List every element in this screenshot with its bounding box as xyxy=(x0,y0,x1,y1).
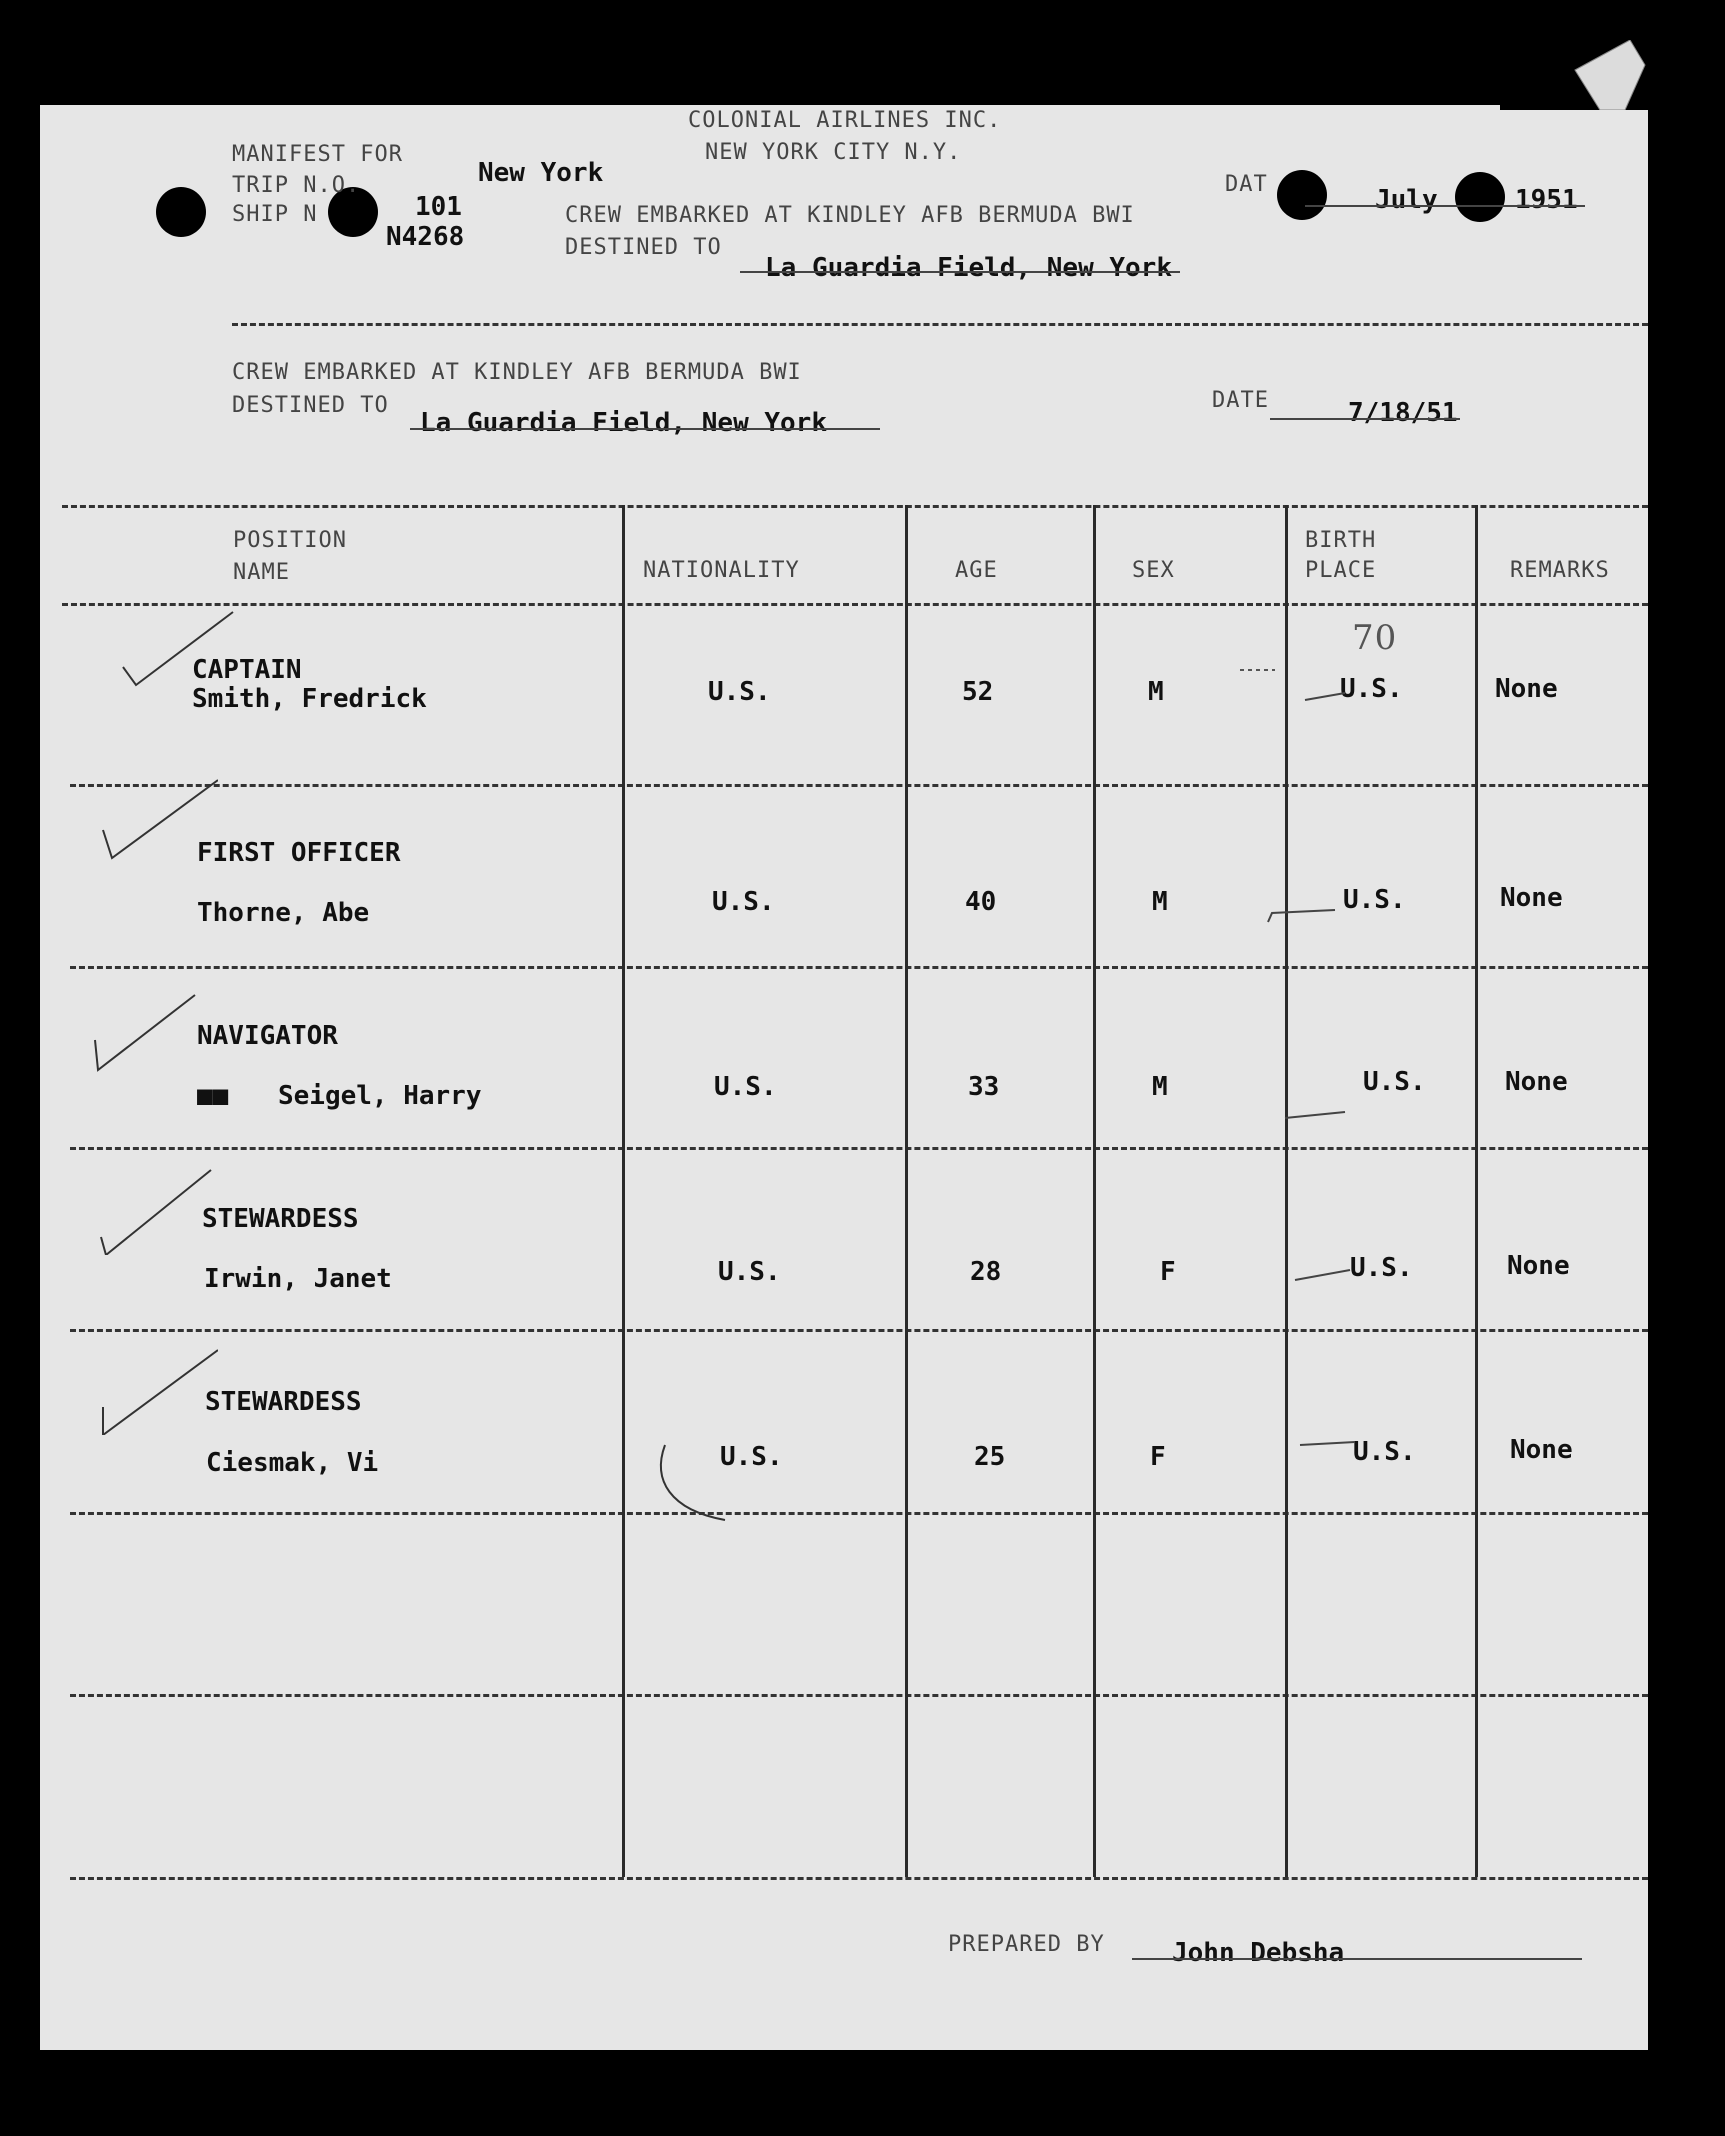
col-line-4 xyxy=(1285,505,1288,1877)
checkmark-row-4 xyxy=(96,1165,216,1255)
row-divider-4 xyxy=(70,1329,1648,1332)
header-sex: SEX xyxy=(1132,558,1175,583)
prepared-by-underline xyxy=(1132,1958,1582,1960)
col-line-3 xyxy=(1093,505,1096,1877)
header-nationality: NATIONALITY xyxy=(643,558,800,583)
row-4-nationality: U.S. xyxy=(718,1257,781,1287)
row-1-birthplace: U.S. xyxy=(1340,674,1403,704)
row-3-name: Seigel, Harry xyxy=(278,1081,482,1111)
header-divider xyxy=(232,323,1648,326)
row-5-nationality: U.S. xyxy=(720,1442,783,1472)
punch-hole-3 xyxy=(1277,170,1327,220)
col-line-1 xyxy=(622,505,625,1877)
row-2-nationality: U.S. xyxy=(712,887,775,917)
table-top-line xyxy=(62,505,1648,508)
row-5-remarks: None xyxy=(1510,1435,1573,1465)
row-1-position: CAPTAIN xyxy=(192,655,302,685)
date-underline xyxy=(1305,205,1585,207)
row-1-age: 52 xyxy=(962,677,994,707)
section2-embarked-label: CREW EMBARKED AT KINDLEY AFB BERMUDA BWI xyxy=(232,360,802,385)
manifest-for-value: New York xyxy=(478,158,604,188)
row-4-birthplace: U.S. xyxy=(1350,1253,1413,1283)
trip-no-label: TRIP N.O. xyxy=(232,173,361,198)
date-year: 1951 xyxy=(1515,185,1578,215)
row-1-sex: M xyxy=(1148,677,1164,707)
row-2-position: FIRST OFFICER xyxy=(197,838,401,868)
header-birth: BIRTH xyxy=(1305,528,1377,553)
destined-underline xyxy=(740,271,1180,273)
row-3-strikeout: ■■ xyxy=(197,1081,229,1111)
row-1-remarks: None xyxy=(1495,674,1558,704)
company-city: NEW YORK CITY N.Y. xyxy=(705,140,962,165)
row-3-nationality: U.S. xyxy=(714,1072,777,1102)
row-2-birthplace: U.S. xyxy=(1343,885,1406,915)
row-1-name: Smith, Fredrick xyxy=(192,684,427,714)
ship-no-value: N4268 xyxy=(386,222,465,252)
header-name: NAME xyxy=(233,560,290,585)
row-3-birthplace: U.S. xyxy=(1363,1067,1426,1097)
row-2-name: Thorne, Abe xyxy=(197,898,370,928)
prepared-by-value: John Debsha xyxy=(1172,1938,1345,1968)
section2-date-underline xyxy=(1270,418,1460,420)
checkmark-row-5 xyxy=(98,1345,218,1435)
section2-destined-underline xyxy=(410,428,880,430)
section2-date-label: DATE xyxy=(1212,388,1269,413)
section2-date-value: 7/18/51 xyxy=(1348,398,1458,428)
embarked-label: CREW EMBARKED AT KINDLEY AFB BERMUDA BWI xyxy=(565,203,1135,228)
company-name: COLONIAL AIRLINES INC. xyxy=(688,108,1002,133)
prepared-by-label: PREPARED BY xyxy=(948,1932,1105,1957)
checkmark-row-3 xyxy=(90,985,210,1075)
punch-hole-1 xyxy=(156,187,206,237)
row-4-sex: F xyxy=(1160,1257,1176,1287)
row-5-age: 25 xyxy=(974,1442,1006,1472)
ship-no-label: SHIP N xyxy=(232,202,318,227)
row-3-remarks: None xyxy=(1505,1067,1568,1097)
row-2-sex: M xyxy=(1152,887,1168,917)
row-divider-3 xyxy=(70,1147,1648,1150)
date-label: DAT xyxy=(1225,172,1268,197)
checkmark-row-1 xyxy=(118,607,238,697)
table-header-line xyxy=(62,603,1648,606)
row-5-birthplace: U.S. xyxy=(1353,1437,1416,1467)
row-2-remarks: None xyxy=(1500,883,1563,913)
punch-hole-4 xyxy=(1455,172,1505,222)
row-5-position: STEWARDESS xyxy=(205,1387,362,1417)
row-3-position: NAVIGATOR xyxy=(197,1021,338,1051)
row-divider-2 xyxy=(70,966,1648,969)
destined-value: La Guardia Field, New York xyxy=(765,253,1172,283)
row-5-sex: F xyxy=(1150,1442,1166,1472)
date-month: July xyxy=(1375,185,1438,215)
checkmark-row-2 xyxy=(98,770,218,860)
row-1-nationality: U.S. xyxy=(708,677,771,707)
folded-corner xyxy=(1570,40,1650,110)
destined-label: DESTINED TO xyxy=(565,235,722,260)
row-4-remarks: None xyxy=(1507,1251,1570,1281)
section2-destined-label: DESTINED TO xyxy=(232,393,389,418)
row-4-name: Irwin, Janet xyxy=(204,1264,392,1294)
row-5-name: Ciesmak, Vi xyxy=(206,1448,379,1478)
manifest-for-label: MANIFEST FOR xyxy=(232,142,403,167)
row-4-age: 28 xyxy=(970,1257,1002,1287)
header-age: AGE xyxy=(955,558,998,583)
row-divider-1 xyxy=(70,784,1648,787)
trip-no-value: 101 xyxy=(415,192,462,222)
row-divider-5 xyxy=(70,1512,1648,1515)
col-line-5 xyxy=(1475,505,1478,1877)
header-remarks: REMARKS xyxy=(1510,558,1610,583)
header-place: PLACE xyxy=(1305,558,1377,583)
section2-destined-value: La Guardia Field, New York xyxy=(420,408,827,438)
row-4-position: STEWARDESS xyxy=(202,1204,359,1234)
row-divider-6 xyxy=(70,1694,1648,1697)
table-bottom-line xyxy=(70,1877,1648,1880)
row-2-age: 40 xyxy=(965,887,997,917)
handwritten-annotation: 70 xyxy=(1352,618,1398,658)
row-3-age: 33 xyxy=(968,1072,1000,1102)
header-position: POSITION xyxy=(233,528,347,553)
row-3-sex: M xyxy=(1152,1072,1168,1102)
col-line-2 xyxy=(905,505,908,1877)
